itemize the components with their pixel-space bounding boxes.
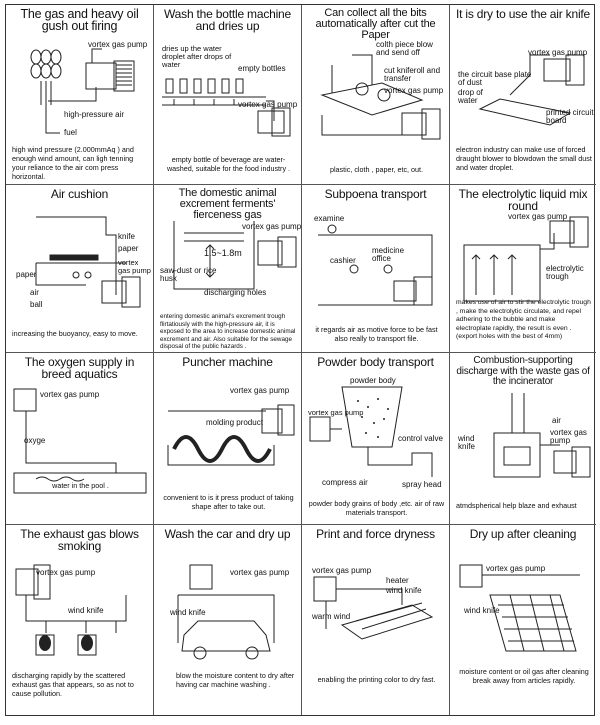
panel-title: Combustion-supporting discharge with the waste gas of the incinerator (456, 355, 590, 387)
label-cloth-piece: colth piece blow and send off (376, 40, 433, 57)
panel-caption: empty bottle of beverage are water-washed, suitable for the food industry . (166, 155, 291, 173)
panel-title: Puncher machine (182, 355, 273, 369)
label-control-valve: control valve (398, 434, 443, 443)
panel-oxygen-supply (6, 353, 154, 525)
label-electrolytic-trough: electrolytic trough (546, 264, 584, 281)
label-high-pressure-air: high-pressure air (64, 110, 125, 119)
label-wind-knife: wind knife (464, 606, 500, 615)
label-molding-product: molding product (206, 418, 263, 427)
panel-caption: it regards air as motive force to be fast also really to transport file. (315, 325, 438, 343)
label-wind-knife: wind knife (386, 586, 422, 595)
label-vortex-gas-pump: vortex gas pump (384, 86, 444, 95)
label-dries-up: dries up the water droplet after drops of water (162, 44, 232, 69)
panel-caption: water in the pool . (52, 481, 109, 490)
label-wind-knife: wind knife (68, 606, 104, 615)
application-sheet (5, 4, 595, 716)
label-vortex-gas-pump: vortex gas pump (242, 222, 302, 231)
panel-caption: atmdspherical help blaze and exhaust (456, 501, 577, 510)
panel-title: Air cushion (50, 187, 109, 201)
panel-caption: convenient to is it press product of taking shape after to take out. (163, 493, 294, 511)
panel-caption: entering domestic animal's excrement trough flirtatiously with the high-pressure air, it is exposed to the area to increase domestic animal excrement and air. Also suitable for the sewage disposal of the public hazards . (160, 313, 296, 350)
label-printed-circuit-board: printed circuit board (546, 108, 594, 125)
dry-after-clean-diagram (450, 525, 596, 715)
panel-title: The exhaust gas blows smoking (20, 527, 139, 553)
label-vortex-gas-pump: vortex gas pump (550, 428, 587, 445)
panel-bottle-wash (154, 5, 302, 185)
label-heater: heater (386, 576, 409, 585)
label-ball: ball (30, 300, 43, 309)
label-vortex-gas-pump: vortex gas pump (230, 568, 290, 577)
panel-title: It is dry to use the air knife (455, 7, 591, 21)
panel-caption: makes use of air to stir the electrolytic trough , make the electrolytic circulate, and repel adhering to the bubble and make electroplate rapidly, the result is even . (export holes with the best of 4mm) (456, 299, 591, 340)
label-vortex-gas-pump: vortex gas pump (308, 408, 364, 417)
panel-caption: electron industry can make use of forced draught blower to blowdown the small dust and water droplet. (456, 145, 592, 172)
panel-title: The oxygen supply in breed aquatics (24, 355, 135, 381)
label-empty-bottles: empty bottles (238, 64, 286, 73)
panel-electrolytic (450, 185, 596, 353)
panel-caption: blow the moisture content to dry after having car machine washing . (176, 671, 295, 689)
panel-title: Dry up after cleaning (469, 527, 577, 541)
panel-caption: plastic, cloth , paper, etc, out. (329, 165, 424, 174)
panel-subpoena (302, 185, 450, 353)
panel-air-knife-dry (450, 5, 596, 185)
panel-title: Wash the car and dry up (164, 527, 291, 541)
label-paper: paper (118, 244, 139, 253)
label-spray-head: spray head (402, 480, 442, 489)
label-vortex-gas-pump: vortex gas pump (312, 566, 372, 575)
panel-incinerator (450, 353, 596, 525)
panel-caption: moisture content or oil gas after cleaning break away from articles rapidly. (459, 667, 589, 685)
panel-title: Wash the bottle machine and dries up (163, 7, 292, 33)
panel-title: The gas and heavy oil gush out firing (20, 7, 139, 33)
label-air: air (30, 288, 39, 297)
label-vortex-gas-pump: vortex gas pump (36, 568, 96, 577)
panel-caption: discharging rapidly by the scattered exhaust gas that appears, so as not to cause pollution. (12, 671, 134, 698)
panel-print-dry (302, 525, 450, 715)
label-vortex-gas-pump: vortex gas pump (230, 386, 290, 395)
panel-title: Can collect all the bits automatically after cut the Paper (315, 7, 436, 41)
panel-dry-after-clean (450, 525, 596, 715)
panel-caption: enabling the printing color to dry fast. (317, 675, 436, 684)
panel-exhaust-gas (6, 525, 154, 715)
panel-powder-transport (302, 353, 450, 525)
label-cashier: cashier (330, 256, 356, 265)
label-vortex-gas-pump: vortex gas pump (238, 100, 298, 109)
label-vortex-gas-pump: vortex gas pump (118, 258, 151, 275)
label-height-range: 1.5~1.8m (204, 248, 242, 258)
panel-excrement-gas (154, 185, 302, 353)
panel-title: The electrolytic liquid mix round (458, 187, 588, 213)
panel-caption: high wind pressure (2.000mmAq ) and enough wind amount, can ligh tenning your reliance to the air com press horizontal. (12, 145, 134, 181)
label-vortex-gas-pump: vortex gas pump (486, 564, 546, 573)
paper-bits-diagram (302, 5, 450, 185)
panel-air-cushion (6, 185, 154, 353)
label-fuel: fuel (64, 128, 77, 137)
label-wind-knife: wind knife (170, 608, 206, 617)
label-knife: knife (118, 232, 135, 241)
label-vortex-gas-pump: vortex gas pump (528, 48, 588, 57)
panel-oil-firing (6, 5, 154, 185)
label-cut-knife-roll: cut kniferoll and transfer (384, 66, 441, 83)
panel-title: Powder body transport (317, 355, 434, 369)
panel-title: Subpoena transport (324, 187, 427, 201)
label-discharging-holes: discharging holes (204, 288, 267, 297)
label-oxyge: oxyge (24, 436, 46, 445)
label-vortex-gas-pump: vortex gas pump (40, 390, 100, 399)
label-air: air (552, 416, 561, 425)
label-powder-body: powder body (350, 376, 396, 385)
panel-caption: increasing the buoyancy, easy to move. (12, 329, 138, 338)
panel-car-wash (154, 525, 302, 715)
label-circuit-base-plate: the circuit base plate of dust (458, 70, 532, 87)
panel-title: The domestic animal excrement ferments' fierceness gas (178, 187, 277, 221)
panel-title: Print and force dryness (316, 527, 435, 541)
label-medicine-office: medicine office (372, 246, 405, 263)
panel-caption: powder body grains of body ,etc. air of raw materials transport. (308, 499, 445, 517)
panel-paper-bits (302, 5, 450, 185)
label-vortex-gas-pump: vortex gas pump (88, 40, 148, 49)
label-vortex-gas-pump: vortex gas pump (508, 212, 568, 221)
label-drop-of-water: drop of water (458, 88, 483, 105)
label-warm-wind: warm wind (312, 612, 351, 621)
label-wind-knife: wind knife (458, 434, 475, 451)
panel-puncher (154, 353, 302, 525)
label-compress-air: compress air (322, 478, 368, 487)
label-saw-dust: saw-dust or rice husk (160, 266, 217, 283)
label-paper-left: paper (16, 270, 37, 279)
label-examine: examine (314, 214, 345, 223)
